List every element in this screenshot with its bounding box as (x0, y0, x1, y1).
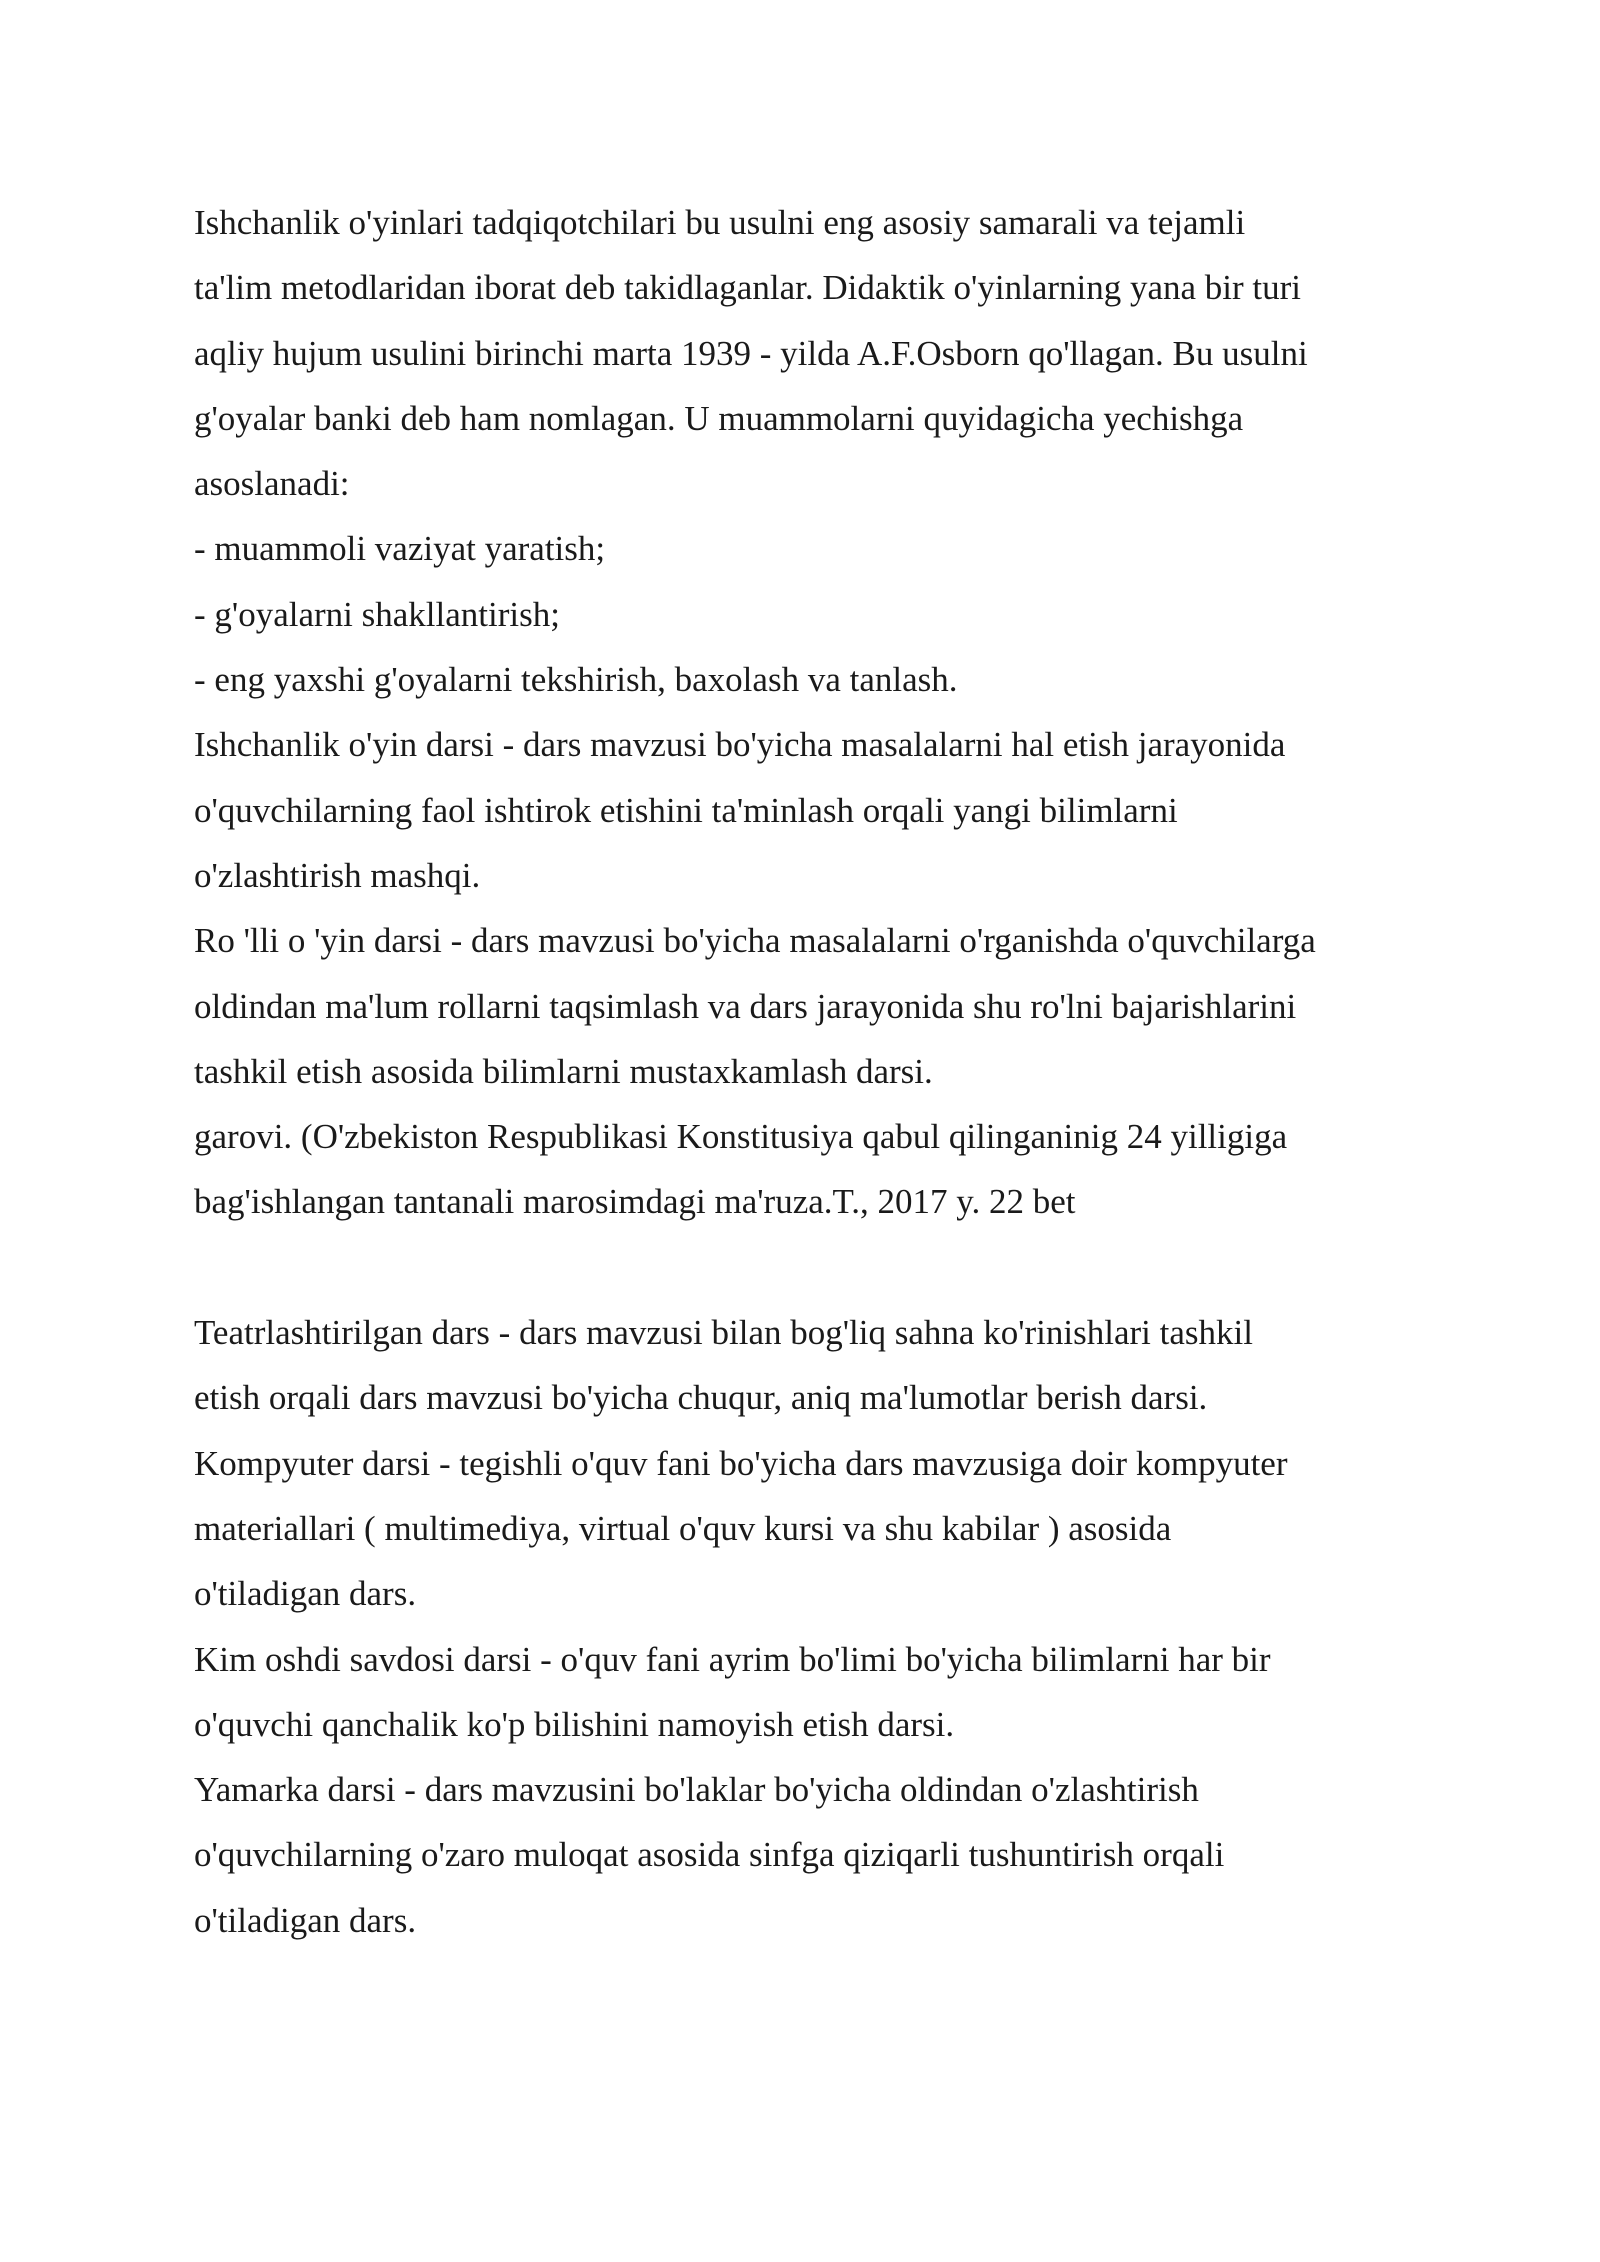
text-line: o'quvchilarning o'zaro muloqat asosida sinfga qiziqarli tushuntirish orqali (194, 1835, 1225, 1875)
document-body (194, 190, 1424, 1953)
text-line: o'quvchilarning faol ishtirok etishini ta'minlash orqali yangi bilimlarni (194, 790, 1178, 830)
text-line: o'tiladigan dars. (194, 1900, 417, 1940)
text-line: asoslanadi: (194, 464, 350, 504)
text-line: Yamarka darsi - dars mavzusini bo'laklar bo'yicha oldindan o'zlashtirish (194, 1770, 1199, 1810)
text-line: o'tiladigan dars. (194, 1574, 417, 1614)
text-line: o'zlashtirish mashqi. (194, 855, 481, 895)
text-line: materiallari ( multimediya, virtual o'quv kursi va shu kabilar ) asosida (194, 1508, 1172, 1548)
text-line: Kim oshdi savdosi darsi - o'quv fani ayrim bo'limi bo'yicha bilimlarni har bir (194, 1639, 1271, 1679)
text-line: g'oyalar banki deb ham nomlagan. U muammolarni quyidagicha yechishga (194, 398, 1244, 438)
text-line: Ro 'lli o 'yin darsi - dars mavzusi bo'yicha masalalarni o'rganishda o'quvchilarga (194, 921, 1316, 961)
text-line: tashkil etish asosida bilimlarni mustaxkamlash darsi. (194, 1051, 933, 1091)
text-line: oldindan ma'lum rollarni taqsimlash va dars jarayonida shu ro'lni bajarishlarini (194, 986, 1297, 1026)
text-line: ta'lim metodlaridan iborat deb takidlaganlar. Didaktik o'yinlarning yana bir turi (194, 268, 1302, 308)
text-line: garovi. (O'zbekiston Respublikasi Konstitusiya qabul qilinganinig 24 yilligiga (194, 1117, 1288, 1157)
list-item: - eng yaxshi g'oyalarni tekshirish, baxolash va tanlash. (194, 660, 958, 700)
text-line: Teatrlashtirilgan dars - dars mavzusi bilan bog'liq sahna ko'rinishlari tashkil (194, 1313, 1253, 1353)
text-line: bag'ishlangan tantanali marosimdagi ma'ruza.T., 2017 y. 22 bet (194, 1182, 1076, 1222)
text-line: o'quvchi qanchalik ko'p bilishini namoyish etish darsi. (194, 1704, 955, 1744)
text-line: Kompyuter darsi - tegishli o'quv fani bo'yicha dars mavzusiga doir kompyuter (194, 1443, 1288, 1483)
text-line: aqliy hujum usulini birinchi marta 1939 - yilda A.F.Osborn qo'llagan. Bu usulni (194, 333, 1308, 373)
text-line: etish orqali dars mavzusi bo'yicha chuqur, aniq ma'lumotlar berish darsi. (194, 1378, 1208, 1418)
text-line: Ishchanlik o'yinlari tadqiqotchilari bu usulni eng asosiy samarali va tejamli (194, 203, 1246, 242)
paragraph-gap (194, 1235, 1424, 1300)
text-line: Ishchanlik o'yin darsi - dars mavzusi bo'yicha masalalarni hal etish jarayonida (194, 725, 1286, 765)
list-item: - g'oyalarni shakllantirish; (194, 594, 560, 634)
list-item: - muammoli vaziyat yaratish; (194, 529, 606, 569)
